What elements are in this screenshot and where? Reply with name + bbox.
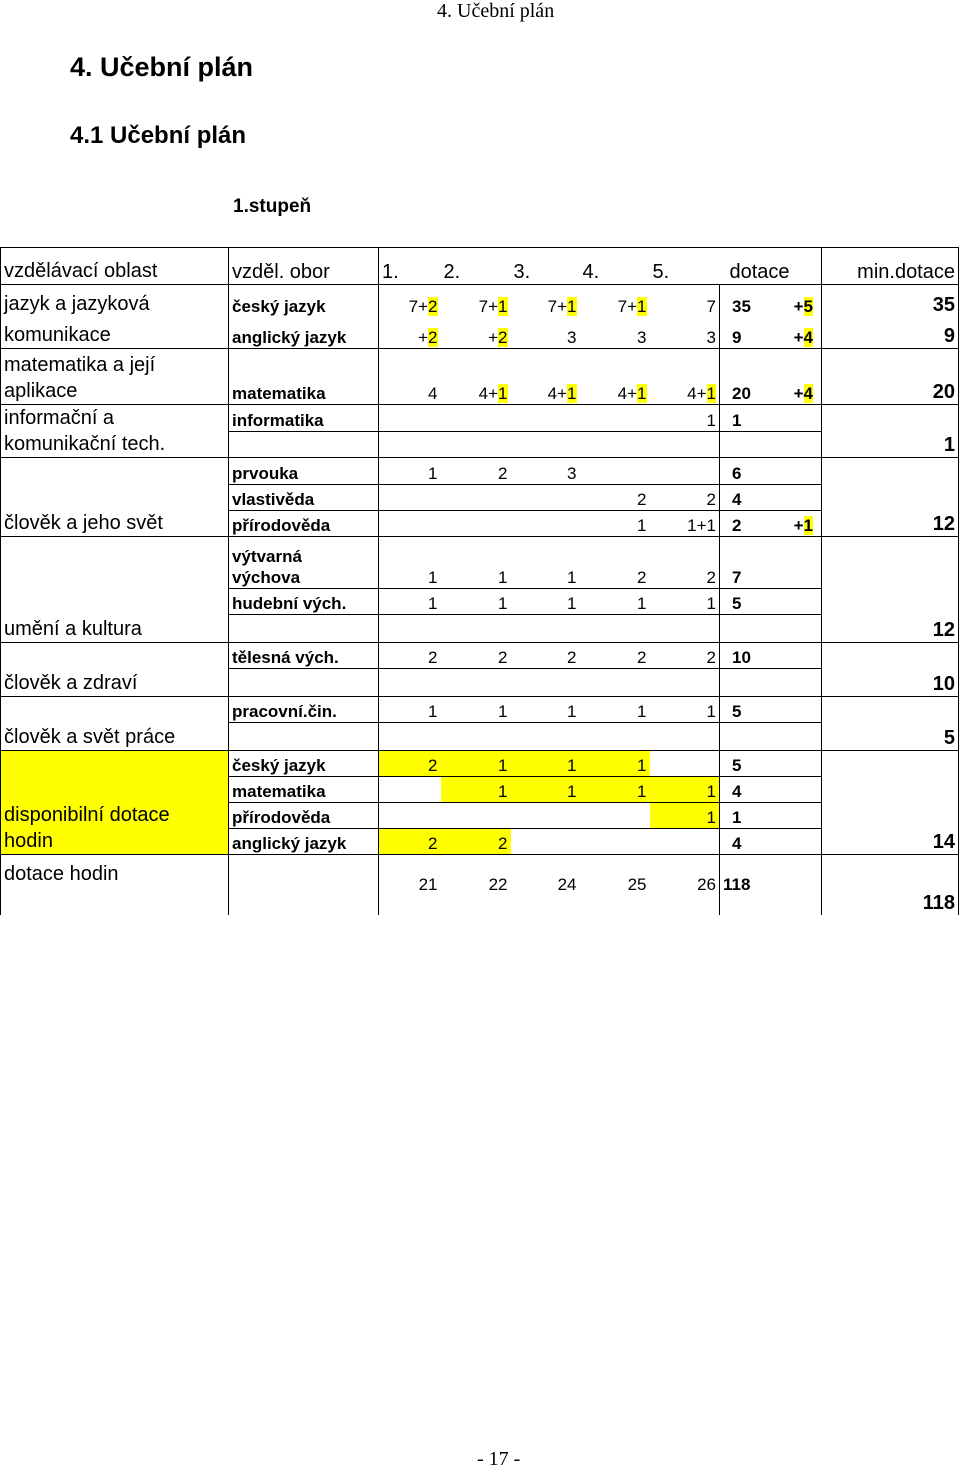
pc-g1: 1 <box>379 697 441 723</box>
disp-min-dotace: 14 <box>822 829 959 855</box>
vlastiveda-dotace: 4 <box>720 485 768 511</box>
prvouka-g2: 2 <box>441 458 511 485</box>
header-obor: vzděl. obor <box>229 248 379 285</box>
umeni-min-dotace: 12 <box>822 615 959 643</box>
prirodoveda-plus-value: 1 <box>803 516 813 535</box>
table-row <box>1 431 959 458</box>
subject-pracovni-cinnosti: pracovní.čin. <box>229 697 379 723</box>
zdravi-min-dotace: 10 <box>822 669 959 697</box>
mat-g4-extra: 1 <box>637 384 647 403</box>
mat-g1: 4 <box>379 349 441 405</box>
disp-aj-g2: 2 <box>441 829 511 855</box>
pc-g4: 1 <box>580 697 650 723</box>
cj-plus-value: 5 <box>803 296 813 316</box>
disp-cj-g4: 1 <box>580 751 650 777</box>
table-row <box>1 723 959 751</box>
disp-mat-g3: 1 <box>511 777 580 803</box>
section-heading: 4.1 Učební plán <box>70 122 247 149</box>
subject-disp-matematika: matematika <box>229 777 379 803</box>
header-grade-3: 3. <box>511 248 580 285</box>
tv-g1: 2 <box>379 643 441 669</box>
cj-g2-extra: 1 <box>498 296 508 316</box>
hv-g3: 1 <box>511 589 580 615</box>
mat-g4-base: 4+ <box>617 384 638 403</box>
subject-disp-cesky-jazyk: český jazyk <box>229 751 379 777</box>
header-grade-2: 2. <box>441 248 511 285</box>
subject-prvouka: prvouka <box>229 458 379 485</box>
pc-g5: 1 <box>650 697 720 723</box>
vv-g3: 1 <box>511 537 580 589</box>
disp-aj-g1: 2 <box>379 829 441 855</box>
mat-g3-base: 4+ <box>547 384 568 403</box>
disp-cj-g3: 1 <box>511 751 580 777</box>
table-row <box>1 615 959 643</box>
cj-g1-extra: 2 <box>428 296 438 316</box>
subject-matematika: matematika <box>229 349 379 405</box>
subject-anglicky-jazyk: anglický jazyk <box>229 317 379 349</box>
aj-g1-base: + <box>418 328 429 347</box>
hv-g2: 1 <box>441 589 511 615</box>
table-row <box>1 751 959 777</box>
total-g3: 24 <box>557 874 577 894</box>
total-g4: 25 <box>627 874 647 894</box>
inf-g5: 1 <box>650 405 720 432</box>
total-g1: 21 <box>418 874 438 894</box>
area-clovek-svet: člověk a jeho svět <box>1 458 229 537</box>
area-clovek-zdravi: člověk a zdraví <box>1 669 229 697</box>
tv-dotace: 10 <box>720 643 768 669</box>
aj-plus-value: 4 <box>803 328 813 347</box>
mat-g5-base: 4+ <box>687 384 707 403</box>
tv-g4: 2 <box>580 643 650 669</box>
disp-pri-dotace: 1 <box>720 803 768 829</box>
clovek-min-dotace: 12 <box>822 511 959 537</box>
pc-dotace: 5 <box>720 697 768 723</box>
tv-g2: 2 <box>441 643 511 669</box>
aj-min-dotace: 9 <box>822 317 959 349</box>
area-informatika-l1: informační a <box>1 405 229 432</box>
mat-g2-extra: 1 <box>498 384 508 403</box>
disp-mat-g4: 1 <box>580 777 650 803</box>
jazyk-min-dotace: 35 <box>822 285 959 317</box>
subject-vlastiveda: vlastivěda <box>229 485 379 511</box>
cj-dotace: 35 <box>732 296 751 316</box>
prvouka-g3: 3 <box>511 458 580 485</box>
table-row <box>1 285 959 317</box>
table-row <box>1 317 959 349</box>
mat-plus-sign: + <box>793 384 804 403</box>
chapter-heading: 4. Učební plán <box>70 52 254 82</box>
tv-g3: 2 <box>511 643 580 669</box>
disp-pri-g5: 1 <box>650 803 720 829</box>
table-row <box>1 697 959 723</box>
cj-g5: 7 <box>650 285 720 317</box>
header-min-dotace: min.dotace <box>822 248 959 285</box>
area-matematika: matematika a její aplikace <box>1 349 229 405</box>
table-row <box>1 405 959 432</box>
vlastiveda-g4: 2 <box>580 485 650 511</box>
inf-dotace: 1 <box>720 405 768 432</box>
total-g2: 22 <box>488 874 508 894</box>
hv-g1: 1 <box>379 589 441 615</box>
disp-cj-dotace: 5 <box>720 751 768 777</box>
area-dotace-hodin: dotace hodin <box>1 855 229 915</box>
disp-cj-g2: 1 <box>441 751 511 777</box>
cj-g2-base: 7+ <box>478 296 499 316</box>
subject-cesky-jazyk: český jazyk <box>229 285 379 317</box>
curriculum-table <box>0 247 959 915</box>
prvouka-g1: 1 <box>379 458 441 485</box>
total-g5: 26 <box>650 855 720 915</box>
prirodoveda-g5: 1+1 <box>650 511 720 537</box>
aj-g2-extra: 2 <box>498 328 508 347</box>
cj-g4-extra: 1 <box>637 296 647 316</box>
aj-g2-base: + <box>488 328 499 347</box>
vv-g1: 1 <box>379 537 441 589</box>
prirodoveda-dotace: 2 <box>720 511 768 537</box>
mat-g2-base: 4+ <box>478 384 499 403</box>
prvouka-dotace: 6 <box>720 458 768 485</box>
subject-hudebni-vychova: hudební vých. <box>229 589 379 615</box>
vv-dotace: 7 <box>720 537 768 589</box>
table-row <box>1 643 959 669</box>
area-clovek-prace: člověk a svět práce <box>1 723 229 751</box>
header-dotace: dotace <box>720 248 822 285</box>
page-number: - 17 - <box>477 1448 521 1470</box>
disp-cj-g1: 2 <box>379 751 441 777</box>
table-row-total <box>1 855 959 915</box>
disp-aj-dotace: 4 <box>720 829 768 855</box>
vv-g2: 1 <box>441 537 511 589</box>
subject-telesna-vychova: tělesná vých. <box>229 643 379 669</box>
header-area: vzdělávací oblast <box>1 248 229 285</box>
table-header <box>1 248 959 285</box>
mat-g3-extra: 1 <box>567 384 577 403</box>
aj-g4: 3 <box>580 317 650 349</box>
header-grade-1: 1. <box>379 248 441 285</box>
aj-dotace: 9 <box>720 317 768 349</box>
pc-g3: 1 <box>511 697 580 723</box>
cj-g3-base: 7+ <box>547 296 568 316</box>
disp-mat-dotace: 4 <box>720 777 768 803</box>
vv-g5: 2 <box>650 537 720 589</box>
aj-plus-sign: + <box>793 328 804 347</box>
running-head: 4. Učební plán <box>437 0 555 22</box>
prirodoveda-g4: 1 <box>580 511 650 537</box>
hv-g4: 1 <box>580 589 650 615</box>
area-umeni-kultura: umění a kultura <box>1 615 229 643</box>
table-row <box>1 349 959 405</box>
inf-min-dotace: 1 <box>822 431 959 458</box>
table-row <box>1 669 959 697</box>
vv-g4: 2 <box>580 537 650 589</box>
hv-g5: 1 <box>650 589 720 615</box>
cj-g4-base: 7+ <box>617 296 638 316</box>
prace-min-dotace: 5 <box>822 723 959 751</box>
disp-mat-g2: 1 <box>441 777 511 803</box>
area-jazyk-l1: jazyk a jazyková <box>1 285 229 317</box>
header-grade-4: 4. <box>580 248 650 285</box>
pc-g2: 1 <box>441 697 511 723</box>
table-row <box>1 537 959 589</box>
area-disponibilni-dotace: disponibilní dotace hodin <box>1 751 229 855</box>
aj-g1-extra: 2 <box>428 328 438 347</box>
stage-label: 1.stupeň <box>233 196 312 217</box>
cj-g1-base: 7+ <box>408 296 429 316</box>
cj-g3-extra: 1 <box>567 296 577 316</box>
mat-min-dotace: 20 <box>822 349 959 405</box>
total-dotace: 118 <box>723 874 751 894</box>
area-informatika-l2: komunikační tech. <box>1 431 229 458</box>
vlastiveda-g5: 2 <box>650 485 720 511</box>
subject-disp-anglicky-jazyk: anglický jazyk <box>229 829 379 855</box>
prirodoveda-plus-sign: + <box>793 516 804 535</box>
header-grade-5: 5. <box>650 248 720 285</box>
subject-disp-prirodoveda: přírodověda <box>229 803 379 829</box>
aj-g3: 3 <box>511 317 580 349</box>
subject-informatika: informatika <box>229 405 379 432</box>
mat-dotace: 20 <box>720 349 768 405</box>
hv-dotace: 5 <box>720 589 768 615</box>
cj-plus-sign: + <box>793 296 804 316</box>
disp-mat-g5: 1 <box>650 777 720 803</box>
aj-g5: 3 <box>650 317 720 349</box>
mat-plus-value: 4 <box>803 384 813 403</box>
table-row <box>1 589 959 615</box>
subject-vytvarna-vychova: výtvarná výchova <box>229 537 379 589</box>
total-min-dotace: 118 <box>822 855 959 915</box>
table-row <box>1 458 959 485</box>
tv-g5: 2 <box>650 643 720 669</box>
area-jazyk-l2: komunikace <box>1 317 229 349</box>
subject-prirodoveda: přírodověda <box>229 511 379 537</box>
mat-g5-extra: 1 <box>706 384 716 403</box>
